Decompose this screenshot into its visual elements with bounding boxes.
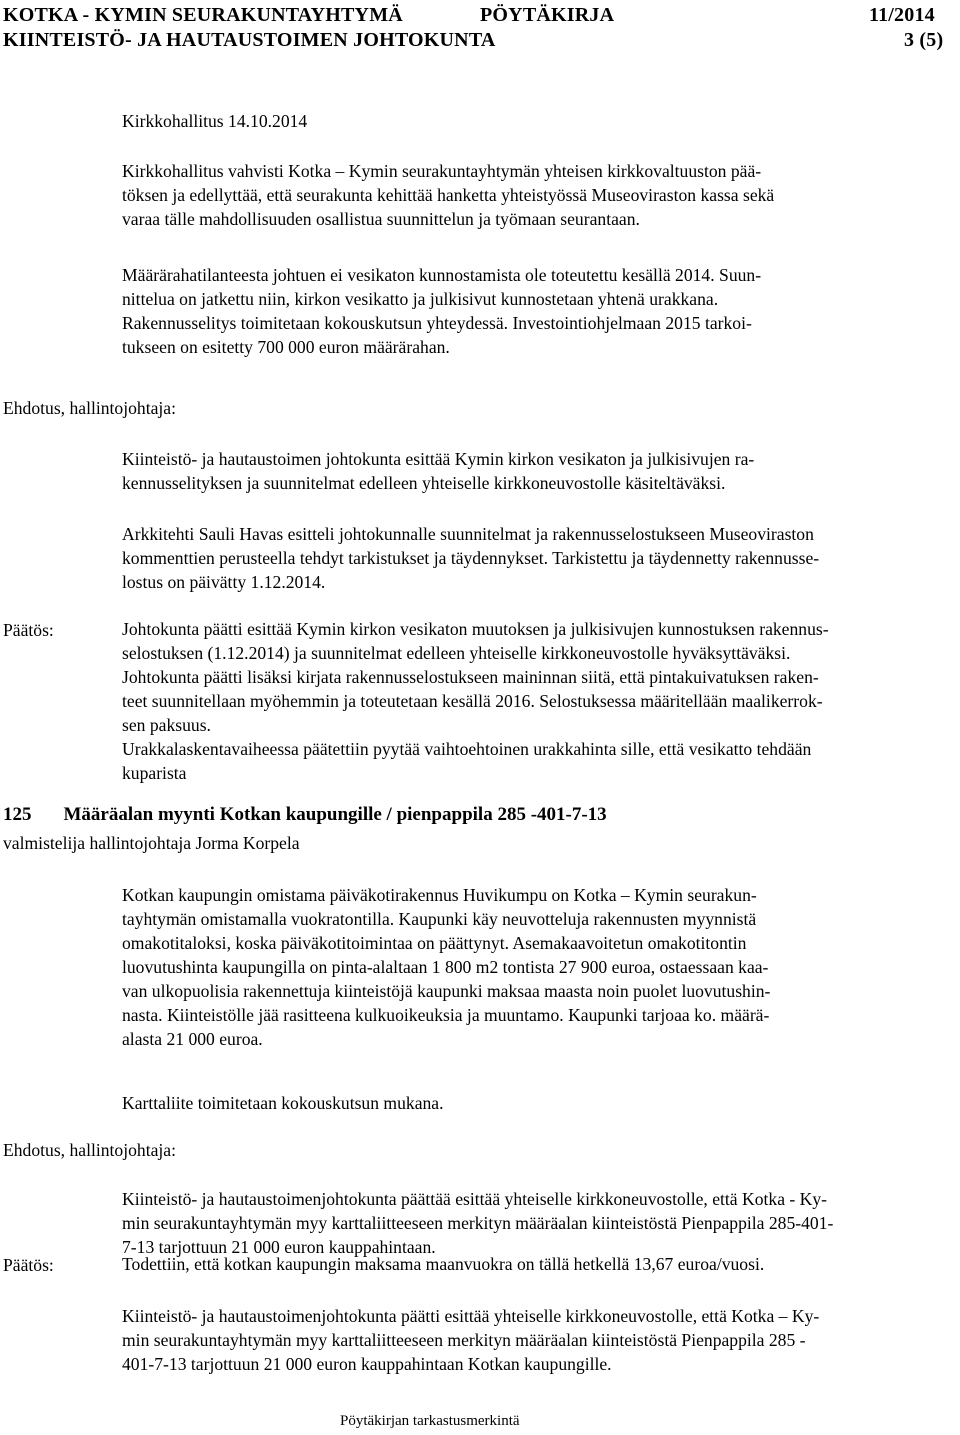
text-line: Johtokunta päätti esittää Kymin kirkon vesikaton muutoksen ja julkisivujen kunnostuksen rakennus-	[122, 619, 829, 639]
text-line: lostus on päivätty 1.12.2014.	[122, 572, 326, 592]
text-line: nittelua on jatkettu niin, kirkon vesikatto ja julkisivut kunnostetaan yhtenä urakkana.	[122, 289, 719, 309]
section2-preparer: valmistelija hallintojohtaja Jorma Korpela	[3, 833, 300, 853]
section1-proposal-label: Ehdotus, hallintojohtaja:	[3, 398, 176, 418]
text-line: Kiinteistö- ja hautaustoimenjohtokunta päätti esittää yhteiselle kirkkoneuvostolle, että Kotka – Ky-	[122, 1306, 820, 1326]
header-board: KIINTEISTÖ- JA HAUTAUSTOIMEN JOHTOKUNTA	[3, 29, 496, 51]
section2-number: 125	[3, 804, 32, 825]
text-line: töksen ja edellyttää, että seurakunta kehittää hanketta yhteistyössä Museoviraston kassa sekä	[122, 185, 775, 205]
text-line: 7-13 tarjottuun 21 000 euron kauppahintaan.	[122, 1237, 436, 1257]
text-line: Kiinteistö- ja hautaustoimenjohtokunta päättää esittää yhteiselle kirkkoneuvostolle, että Kotka - Ky-	[122, 1189, 828, 1209]
header-doc-type: PÖYTÄKIRJA	[480, 4, 615, 26]
section1-paragraph-1	[122, 159, 774, 231]
section2-proposal-label: Ehdotus, hallintojohtaja:	[3, 1140, 176, 1160]
text-line: Määrärahatilanteesta johtuen ei vesikaton kunnostamista ole toteutettu kesällä 2014. Suun-	[122, 265, 762, 285]
text-line: luovutushinta kaupungilla on pinta-alaltaan 1 800 m2 tontista 27 900 euroa, ostaessaan kaa-	[122, 957, 769, 977]
text-line: min seurakuntayhtymän myy karttaliitteeseen merkityn määräalan kiinteistöstä Pienpappila 285-401-	[122, 1213, 834, 1233]
header-doc-number: 11/2014	[869, 4, 935, 26]
text-line: van ulkopuolisia rakennettuja kiinteistöjä kaupunki maksaa maasta noin puolet luovutushin-	[122, 981, 771, 1001]
text-line: Kotkan kaupungin omistama päiväkotirakennus Huvikumpu on Kotka – Kymin seurakun-	[122, 885, 757, 905]
text-line: Arkkitehti Sauli Havas esitteli johtokunnalle suunnitelmat ja rakennusselostukseen Museoviraston	[122, 524, 814, 544]
section1-paragraph-3	[122, 522, 819, 594]
text-line: selostuksen (1.12.2014) ja suunnitelmat edelleen yhteiselle kirkkoneuvostolle hyväksyttäväksi.	[122, 643, 791, 663]
text-line: alasta 21 000 euroa.	[122, 1029, 263, 1049]
text-line: kommenttien perusteella tehdyt tarkistukset ja täydennykset. Tarkistettu ja täydennetty rakennusse-	[122, 548, 820, 568]
text-line: 401-7-13 tarjottuun 21 000 euron kauppahintaan Kotkan kaupungille.	[122, 1354, 612, 1374]
section1-paragraph-2	[122, 263, 761, 359]
section2-decision-label: Päätös:	[3, 1255, 54, 1275]
text-line: Rakennusselitys toimitetaan kokouskutsun yhteydessä. Investointiohjelmaan 2015 tarkoi-	[122, 313, 752, 333]
text-line: nasta. Kiinteistölle jää rasitteena kulkuoikeuksia ja muuntamo. Kaupunki tarjoaa ko. määrä-	[122, 1005, 770, 1025]
section2-paragraph-1	[122, 883, 770, 1051]
section2-heading	[3, 804, 607, 826]
section2-proposal	[122, 1187, 833, 1259]
text-line: omakotitaloksi, koska päiväkotitoimintaa on päättynyt. Asemakaavoitetun omakotitontin	[122, 933, 747, 953]
section2-paragraph-2: Karttaliite toimitetaan kokouskutsun mukana.	[122, 1093, 444, 1113]
text-line: kuparista	[122, 763, 187, 783]
section1-proposal	[122, 447, 754, 495]
header-page-number: 3 (5)	[904, 29, 944, 51]
text-line: kennusselityksen ja suunnitelmat edelleen yhteiselle kirkkoneuvostolle käsiteltäväksi.	[122, 473, 726, 493]
section2-decision-2	[122, 1304, 819, 1376]
section1-decision-label: Päätös:	[3, 620, 54, 640]
footer-text: Pöytäkirjan tarkastusmerkintä	[340, 1413, 520, 1429]
text-line: sen paksuus.	[122, 715, 211, 735]
text-line: Kirkkohallitus vahvisti Kotka – Kymin seurakuntayhtymän yhteisen kirkkovaltuuston pää-	[122, 161, 762, 181]
text-line: Kiinteistö- ja hautaustoimen johtokunta esittää Kymin kirkon vesikaton ja julkisivujen ra-	[122, 449, 755, 469]
text-line: Urakkalaskentavaiheessa päätettiin pyytää vaihtoehtoinen urakkahinta sille, että vesikatto tehdään	[122, 739, 812, 759]
text-line: varaa tälle mahdollisuuden osallistua suunnittelun ja työmaan seurantaan.	[122, 209, 640, 229]
text-line: teet suunnitellaan myöhemmin ja toteutetaan kesällä 2016. Selostuksessa määritellään maalikerrok-	[122, 691, 823, 711]
section1-decision	[122, 617, 829, 785]
text-line: min seurakuntayhtymän myy karttaliitteeseen merkityn määräalan kiinteistöstä Pienpappila 285 -	[122, 1330, 806, 1350]
section2-decision-1: Todettiin, että kotkan kaupungin maksama maanvuokra on tällä hetkellä 13,67 euroa/vuosi.	[122, 1254, 765, 1274]
section2-title: Määräalan myynti Kotkan kaupungille / pienpappila 285 -401-7-13	[63, 804, 607, 825]
text-line: tayhtymän omistamalla vuokratontilla. Kaupunki käy neuvotteluja rakennusten myynnistä	[122, 909, 757, 929]
text-line: Johtokunta päätti lisäksi kirjata rakennusselostukseen maininnan siitä, että pintakuivatuksen raken-	[122, 667, 819, 687]
header-org: KOTKA - KYMIN SEURAKUNTAYHTYMÄ	[3, 4, 403, 26]
text-line: tukseen on esitetty 700 000 euron määrärahan.	[122, 337, 450, 357]
section1-subheading: Kirkkohallitus 14.10.2014	[122, 111, 308, 131]
